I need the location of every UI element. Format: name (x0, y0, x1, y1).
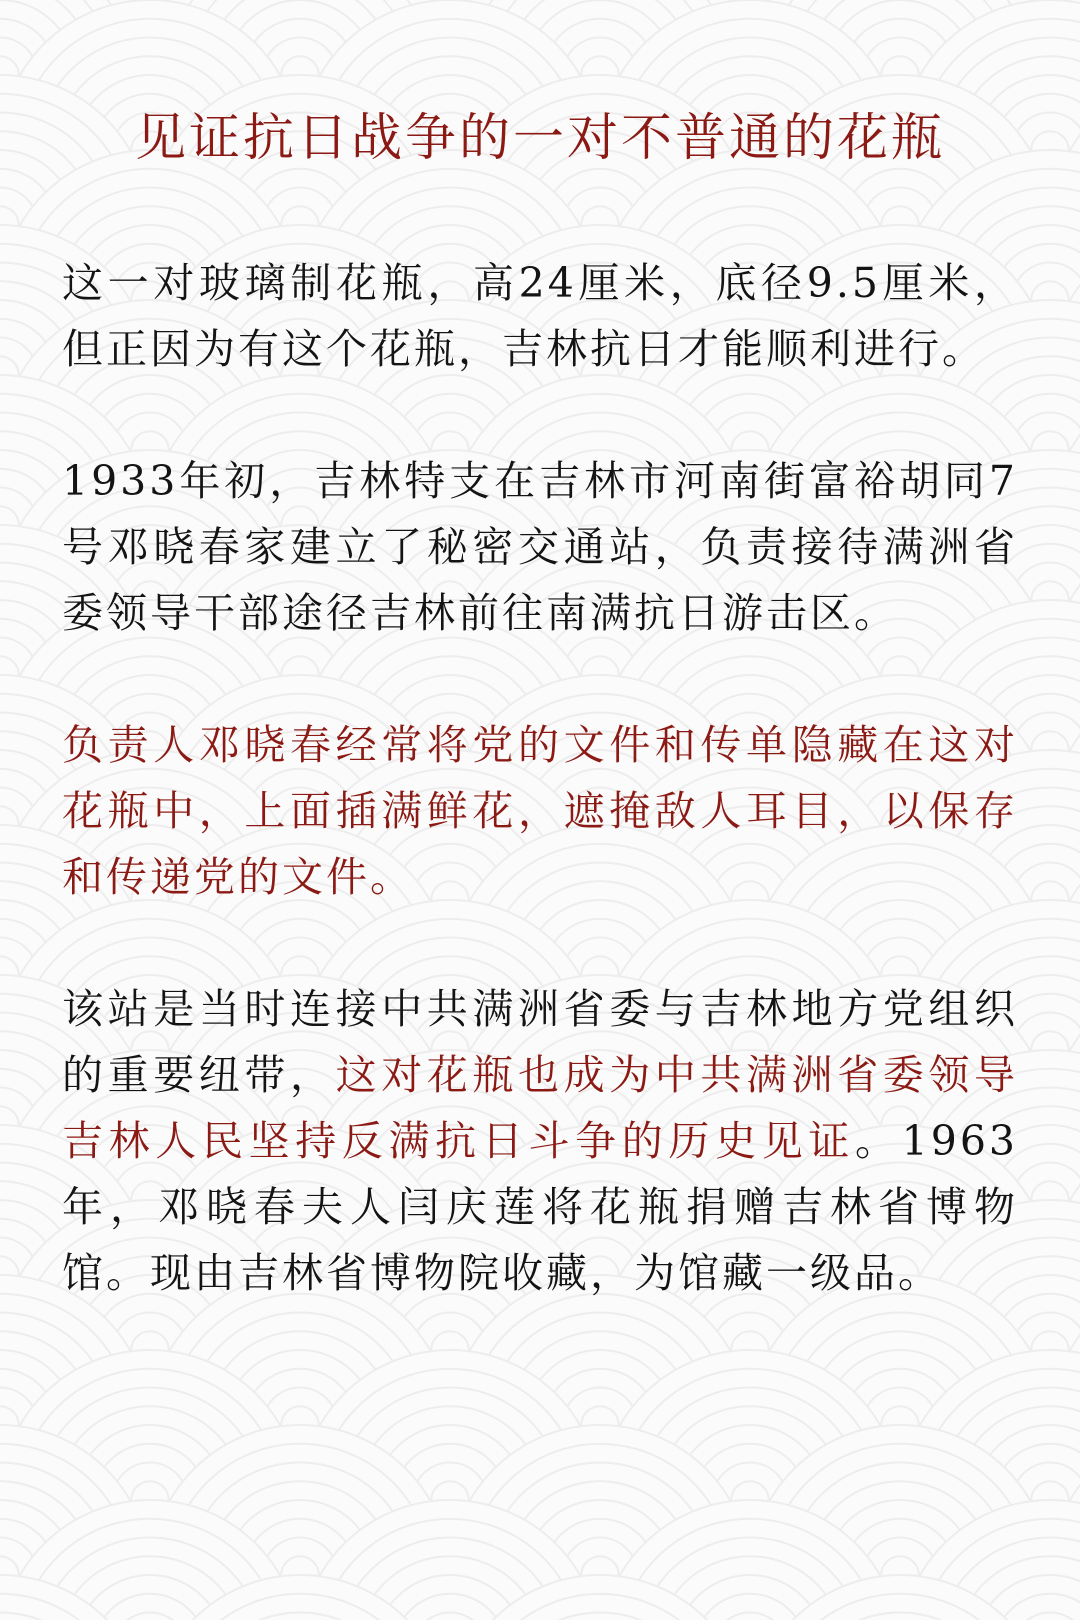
article-title: 见证抗日战争的一对不普通的花瓶 (134, 109, 945, 168)
highlighted-text: 这对花瓶也成为中共满洲省委领导吉林人民坚持反满抗日斗争的历史见证 (62, 1051, 1019, 1165)
paragraph-liaison-station: 1933年初，吉林特支在吉林市河南街富裕胡同7号邓晓春家建立了秘密交通站，负责接待满洲省委领导干部途径吉林前往南满抗日游击区。 (62, 457, 1018, 637)
paragraph-text: 该站是当时连接中共满洲省委与吉林地方党组织的重要纽带， (62, 985, 1018, 1099)
article (62, 106, 1018, 1306)
paragraph-hidden-documents: 负责人邓晓春经常将党的文件和传单隐藏在这对花瓶中，上面插满鲜花，遮掩敌人耳目，以保存和传递党的文件。 (62, 721, 1018, 901)
paragraph-text-end: 。1963年，邓晓春夫人闫庆莲将花瓶捐赠吉林省博物馆。现由吉林省博物院收藏，为馆藏一级品。 (62, 1117, 1019, 1297)
paragraph-vase-description: 这一对玻璃制花瓶，高24厘米，底径9.5厘米，但正因为有这个花瓶，吉林抗日才能顺利进行。 (62, 259, 1018, 373)
paragraph-historical-witness (62, 976, 1018, 1306)
